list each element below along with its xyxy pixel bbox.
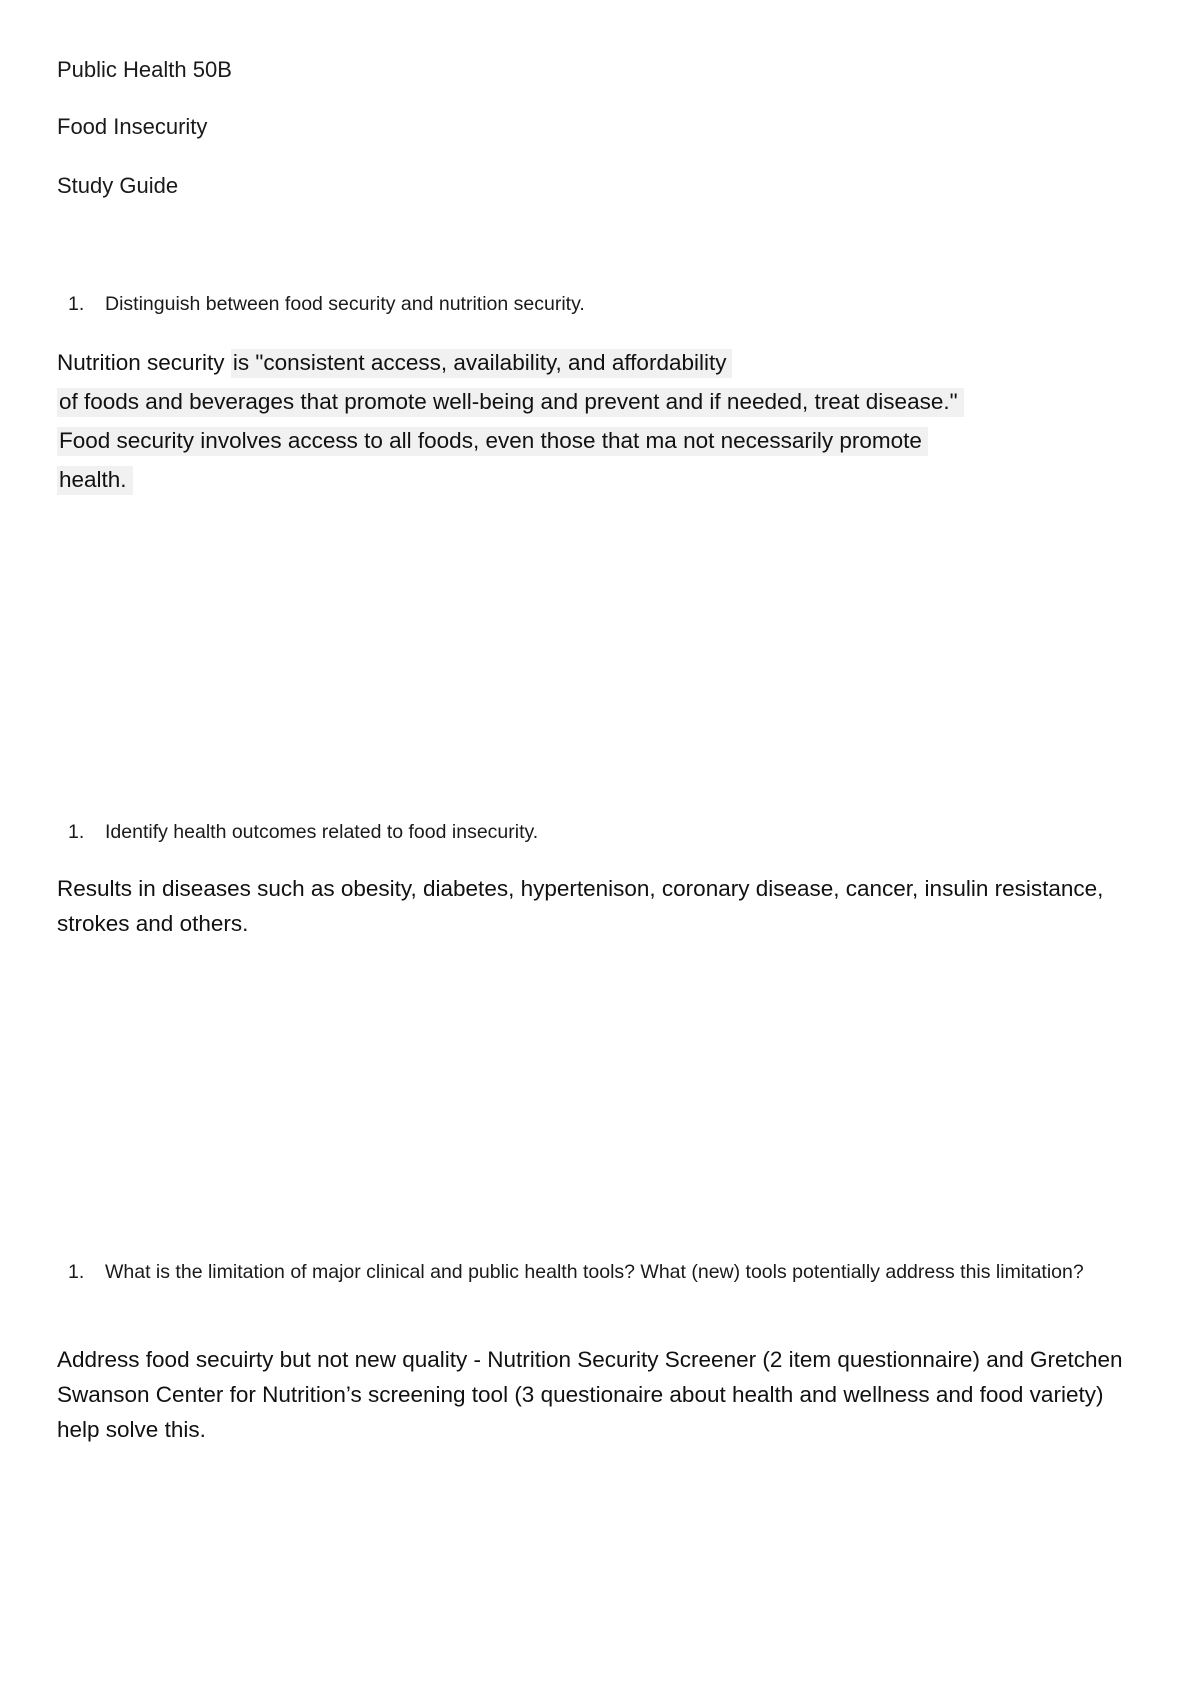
- question-text: Distinguish between food security and nutrition security.: [105, 293, 585, 315]
- answer-3: Address food secuirty but not new quality - Nutrition Security Screener (2 item questionnaire) and Gretchen Swanson Center for Nutrition’s screening tool (3 questionaire about health and wellness and food variety) help solve this.: [57, 1347, 1123, 1442]
- answer-line: [57, 421, 1137, 460]
- question-number: 1.: [68, 821, 85, 843]
- highlighted-text: health.: [57, 466, 133, 495]
- topic-title: Food Insecurity: [57, 114, 208, 139]
- highlighted-quote: is "consistent access, availability, and affordability: [231, 349, 733, 378]
- question-3: [68, 1258, 1148, 1286]
- highlighted-quote: of foods and beverages that promote well-being and prevent and if needed, treat disease.": [57, 388, 964, 417]
- answer-line: [57, 343, 1137, 382]
- question-number: 1.: [68, 1261, 85, 1283]
- question-text: Identify health outcomes related to food insecurity.: [105, 821, 539, 843]
- question-number: 1.: [68, 293, 85, 315]
- highlighted-text: Food security involves access to all foods, even those that ma not necessarily promote: [57, 427, 928, 456]
- question-text: What is the limitation of major clinical and public health tools? What (new) tools potentially address this limitation?: [105, 1261, 1084, 1283]
- course-title: Public Health 50B: [57, 57, 232, 82]
- answer-line: [57, 460, 1137, 499]
- answer-2: Results in diseases such as obesity, diabetes, hypertenison, coronary disease, cancer, insulin resistance, strokes and others.: [57, 876, 1104, 936]
- answer-1: [57, 343, 1137, 499]
- question-2: [68, 818, 1148, 846]
- answer-lead: Nutrition security: [57, 350, 225, 375]
- document-type: Study Guide: [57, 173, 179, 198]
- question-1: [68, 290, 1148, 318]
- answer-line: [57, 382, 1137, 421]
